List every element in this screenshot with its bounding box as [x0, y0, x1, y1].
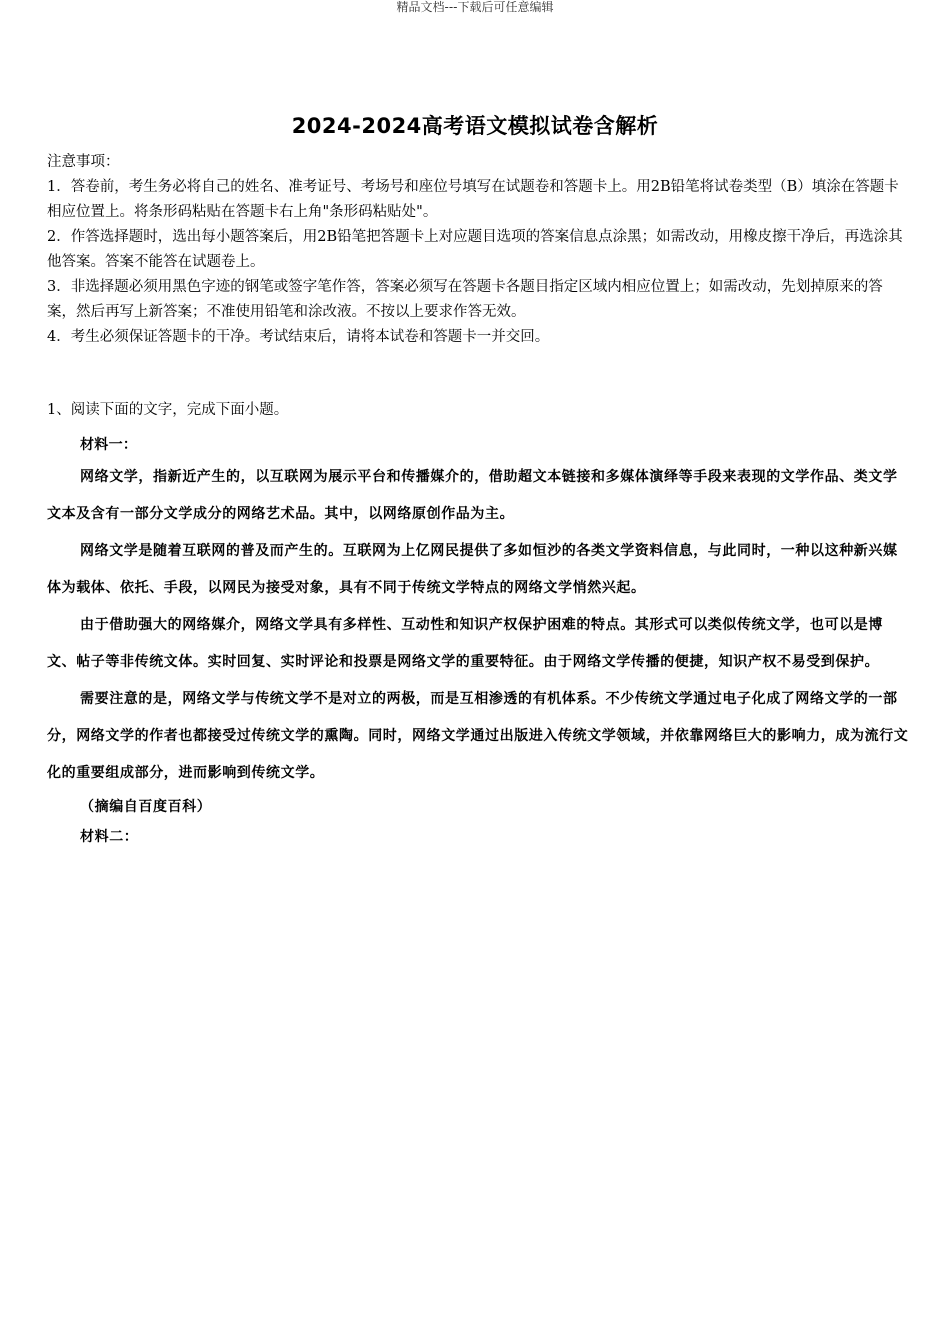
paragraph-2: 网络文学是随着互联网的普及而产生的。互联网为上亿网民提供了多如恒沙的各类文学资料信息，与此同时，一种以这种新兴媒体为载体、依托、手段，以网民为接受对象，具有不同于传统文学特点的网络文学悄然兴起。	[47, 543, 898, 596]
paragraph-1: 网络文学，指新近产生的，以互联网为展示平台和传播媒介的，借助超文本链接和多媒体演绎等手段来表现的文学作品、类文学文本及含有一部分文学成分的网络艺术品。其中，以网络原创作品为主。	[47, 469, 898, 522]
question-intro: 1、阅读下面的文字，完成下面小题。	[47, 402, 289, 418]
notice-item-3: 3．非选择题必须用黑色字迹的钢笔或签字笔作答，答案必须写在答题卡各题目指定区域内相应位置上；如需改动，先划掉原来的答案，然后再写上新答案；不准使用铅笔和涂改液。不按以上要求作答无效。	[47, 279, 883, 320]
page-header-note: 精品文档---下载后可任意编辑	[396, 0, 554, 14]
notice-item-1: 1．答卷前，考生务必将自己的姓名、准考证号、考场号和座位号填写在试题卷和答题卡上。用2B铅笔将试卷类型（B）填涂在答题卡相应位置上。将条形码粘贴在答题卡右上角"条形码粘贴处"。	[47, 179, 899, 220]
notice-section	[47, 150, 907, 350]
material-two-label: 材料二：	[80, 829, 139, 845]
notice-item-4: 4．考生必须保证答题卡的干净。考试结束后，请将本试卷和答题卡一并交回。	[47, 329, 550, 345]
source-note: （摘编自百度百科）	[80, 799, 212, 815]
page-title: 2024-2024高考语文模拟试卷含解析	[291, 114, 659, 138]
paragraph-3: 由于借助强大的网络媒介，网络文学具有多样性、互动性和知识产权保护困难的特点。其形式可以类似传统文学，也可以是博文、帖子等非传统文体。实时回复、实时评论和投票是网络文学的重要特征。由于网络文学传播的便捷，知识产权不易受到保护。	[47, 617, 883, 670]
notice-heading: 注意事项：	[47, 154, 120, 170]
material-one-label: 材料一：	[80, 437, 138, 453]
paragraph-4: 需要注意的是，网络文学与传统文学不是对立的两极，而是互相渗透的有机体系。不少传统文学通过电子化成了网络文学的一部分，网络文学的作者也都接受过传统文学的熏陶。同时，网络文学通过出版进入传统文学领域，并依靠网络巨大的影响力，成为流行文化的重要组成部分，进而影响到传统文学。	[47, 691, 909, 781]
material-one-body	[47, 459, 909, 852]
notice-item-2: 2．作答选择题时，选出每小题答案后，用2B铅笔把答题卡上对应题目选项的答案信息点涂黑；如需改动，用橡皮擦干净后，再选涂其他答案。答案不能答在试题卷上。	[47, 229, 903, 270]
